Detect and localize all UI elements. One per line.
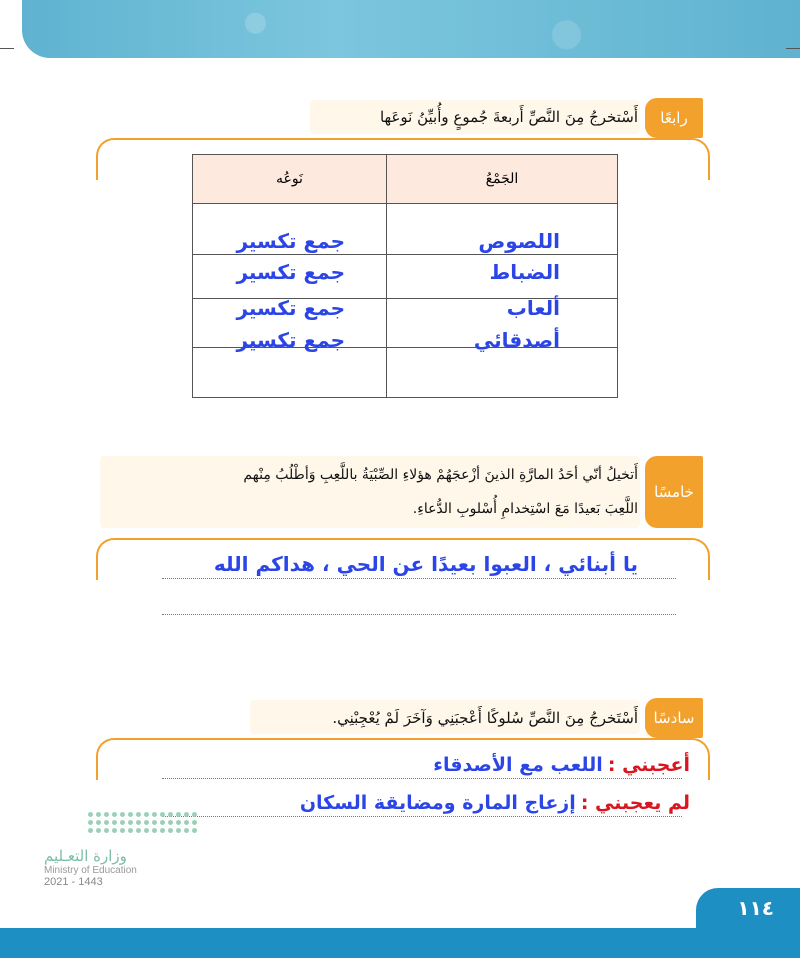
answer-line: [162, 578, 676, 579]
logo-arabic: وزارة التعـليم: [44, 847, 127, 865]
section6-instruction: أَسْتَخرجُ مِنَ النَّصِّ سُلوكًا أَعْجبَنِي وَآخَرَ لَمْ يُعْجِبْنِي.: [332, 709, 638, 727]
plural-1: اللصوص: [478, 229, 560, 253]
type-4: جمع تكسير: [236, 328, 345, 352]
liked-line: [433, 754, 690, 776]
disliked-value: إزعاج المارة ومضايقة السكان: [299, 792, 576, 814]
section5-instruction-line2: اللَّعِبَ بَعيدًا مَعَ اسْتِخدامِ أُسْلوبِ الدُّعاءِ.: [412, 501, 638, 517]
bottom-banner: [0, 928, 800, 958]
answer-line: [162, 816, 682, 817]
plural-2: الضباط: [489, 260, 560, 284]
logo-dots-icon: [88, 812, 180, 833]
logo-english: Ministry of Education: [44, 865, 137, 876]
liked-label: أعجبني :: [607, 754, 690, 776]
section4-instruction: أَسْتخرجُ مِنَ النَّصِّ أَربعةَ جُموعٍ وأُبيِّنُ نَوعَها: [379, 108, 638, 126]
section5-instruction-line1: أَتخيلُ أنّي أحَدُ المارَّةِ الذينَ أزْعجَهُمْ هؤلاءِ الصِّبْيَةُ باللَّعِبِ وَأطْلُبُ مِنْهم: [243, 467, 638, 483]
page-number: ١١٤: [737, 896, 774, 920]
header-plural: الجَمْعُ: [386, 155, 617, 204]
answer-line: [162, 614, 676, 615]
plural-4: أصدقائي: [473, 328, 560, 352]
table-row-line: [193, 254, 617, 255]
crop-mark: [786, 48, 800, 49]
logo-year: 2021 - 1443: [44, 876, 103, 888]
section-tab-6: سادسًا: [645, 698, 703, 738]
type-1: جمع تكسير: [236, 229, 345, 253]
plural-3: ألعاب: [506, 296, 560, 320]
section-tab-5: خامسًا: [645, 456, 703, 528]
type-3: جمع تكسير: [236, 296, 345, 320]
crop-mark: [0, 48, 14, 49]
answer-line: [162, 778, 682, 779]
liked-value: اللعب مع الأصدقاء: [433, 754, 603, 776]
disliked-line: [300, 792, 690, 814]
ministry-logo: [40, 812, 180, 902]
type-2: جمع تكسير: [236, 260, 345, 284]
top-banner: [22, 0, 800, 58]
header-type: نَوعُه: [193, 155, 387, 204]
section5-answer: يا أبنائي ، العبوا بعيدًا عن الحي ، هداكم الله: [213, 552, 638, 576]
section-tab-4: رابعًا: [645, 98, 703, 138]
disliked-label: لم يعجبني :: [580, 792, 690, 814]
